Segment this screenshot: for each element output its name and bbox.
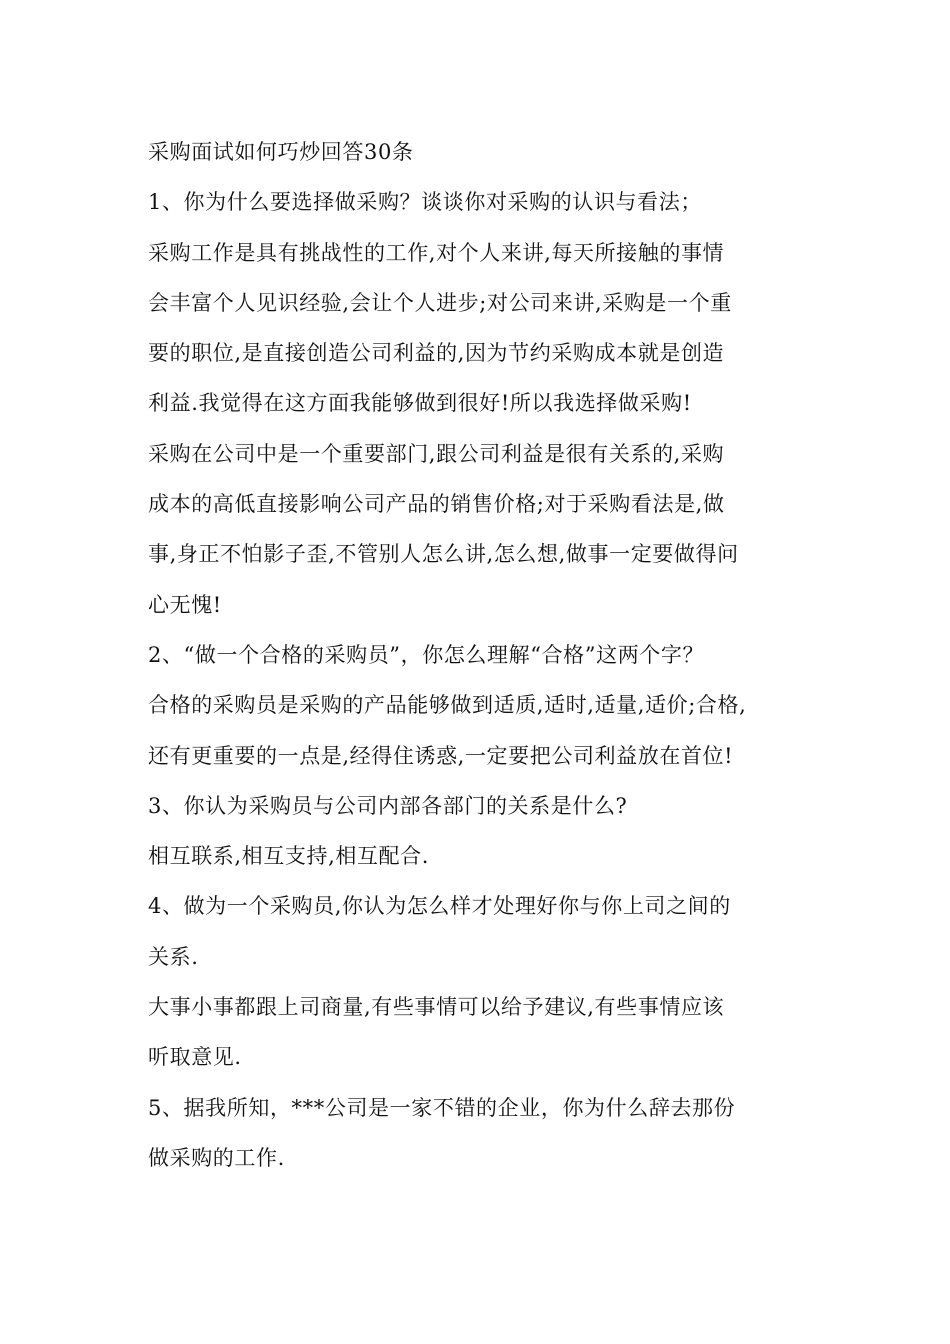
question-5-line: 做采购的工作. [148, 1145, 285, 1170]
answer-1-line: 心无愧! [148, 592, 222, 617]
question-2: 2、“做一个合格的采购员”，你怎么理解“合格”这两个字？ [148, 642, 705, 667]
answer-1-line: 利益.我觉得在这方面我能够做到很好!所以我选择做采购! [148, 391, 692, 416]
question-4: 4、做为一个采购员,你认为怎么样才处理好你与你上司之间的 [148, 894, 731, 919]
answer-1-line: 要的职位,是直接创造公司利益的,因为节约采购成本就是创造 [148, 341, 725, 366]
question-4-line: 关系. [148, 944, 199, 969]
answer-4-line: 听取意见. [148, 1045, 242, 1070]
answer-2-line: 合格的采购员是采购的产品能够做到适质,适时,适量,适价;合格, [148, 693, 747, 718]
answer-1-line: 事,身正不怕影子歪,不管别人怎么讲,怎么想,做事一定要做得问 [148, 542, 739, 567]
answer-1-line: 成本的高低直接影响公司产品的销售价格;对于采购看法是,做 [148, 492, 725, 517]
answer-1-line: 采购工作是具有挑战性的工作,对个人来讲,每天所接触的事情 [148, 240, 725, 265]
question-5: 5、据我所知，***公司是一家不错的企业，你为什么辞去那份 [148, 1095, 736, 1120]
answer-1-line: 会丰富个人见识经验,会让个人进步;对公司来讲,采购是一个重 [148, 290, 732, 315]
answer-1-line: 采购在公司中是一个重要部门,跟公司利益是很有关系的,采购 [148, 441, 725, 466]
answer-4-line: 大事小事都跟上司商量,有些事情可以给予建议,有些事情应该 [148, 995, 725, 1020]
answer-2-line: 还有更重要的一点是,经得住诱惑,一定要把公司利益放在首位! [148, 743, 734, 768]
question-3: 3、你认为采购员与公司内部各部门的关系是什么? [148, 793, 628, 818]
document-title: 采购面试如何巧炒回答30条 [148, 140, 414, 164]
answer-3-line: 相互联系,相互支持,相互配合. [148, 844, 430, 869]
question-1: 1、你为什么要选择做采购？谈谈你对采购的认识与看法； [148, 190, 702, 215]
document-body [148, 131, 808, 1187]
